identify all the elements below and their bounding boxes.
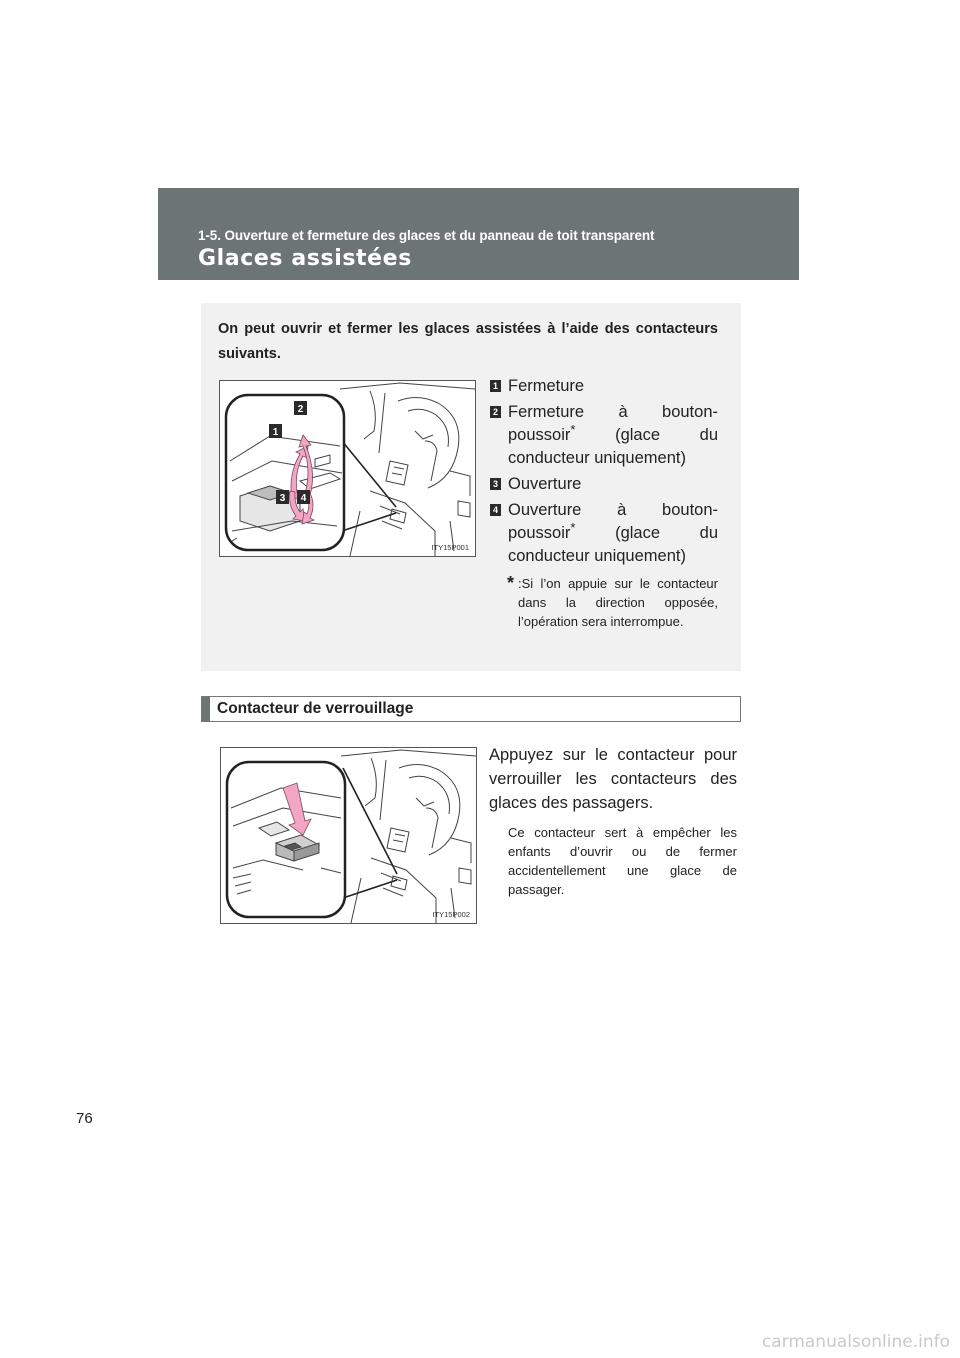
intro-box	[201, 303, 741, 671]
power-window-switch-illustration	[219, 380, 476, 557]
item-text: Ouverture	[508, 475, 582, 493]
lock-instruction: Appuyez sur le contacteur pour verrouiller les contacteurs des glaces des passagers.	[489, 746, 737, 812]
callout-4: 4	[300, 493, 307, 504]
intro-text: On peut ouvrir et fermer les glaces assistées à l’aide des contacteurs suivants.	[218, 321, 718, 362]
footnote-star: *	[507, 573, 515, 593]
item-text: Fermeture	[508, 377, 585, 395]
lock-switch-heading	[201, 696, 741, 722]
item-number: 4	[490, 504, 501, 516]
list-item	[490, 375, 718, 398]
item-suffix: (glace du conducteur uniquement)	[508, 426, 718, 467]
item-text: Fermeture à bouton-poussoir	[508, 403, 718, 444]
item-number: 1	[490, 380, 501, 392]
item-text: Ouverture à bouton-poussoir	[508, 501, 718, 542]
footnote-text: :Si l’on appuie sur le contacteur dans la direction opposée, l’opération sera interrompue.	[518, 576, 718, 629]
figure-code: ITY15P002	[432, 910, 470, 919]
callout-2: 2	[297, 404, 304, 415]
item-suffix: (glace du conducteur uniquement)	[508, 524, 718, 565]
lock-switch-drawing	[221, 748, 476, 923]
heading-bar	[202, 697, 210, 721]
footnote	[490, 574, 718, 631]
figure-code: ITY15P001	[431, 543, 469, 552]
section-title: 1-5. Ouverture et fermeture des glaces et du panneau de toit transparent	[198, 228, 655, 243]
list-item	[490, 499, 718, 568]
item-number: 2	[490, 406, 501, 418]
footnote-mark: *	[570, 422, 576, 437]
callout-1: 1	[272, 427, 279, 438]
list-item	[490, 473, 718, 496]
heading-label: Contacteur de verrouillage	[217, 700, 414, 717]
switch-list	[490, 375, 718, 631]
list-item	[490, 401, 718, 470]
lock-switch-illustration	[220, 747, 477, 924]
page-title: Glaces assistées	[198, 246, 412, 271]
item-number: 3	[490, 478, 501, 490]
page-number: 76	[76, 1110, 93, 1127]
chapter-header	[158, 188, 799, 280]
footnote-mark: *	[570, 520, 576, 535]
callout-3: 3	[279, 493, 286, 504]
switch-drawing	[220, 381, 475, 556]
watermark: carmanualsonline.info	[761, 1332, 950, 1352]
lock-note: Ce contacteur sert à empêcher les enfants d’ouvrir ou de fermer accidentellement une glace de passager.	[508, 825, 737, 897]
